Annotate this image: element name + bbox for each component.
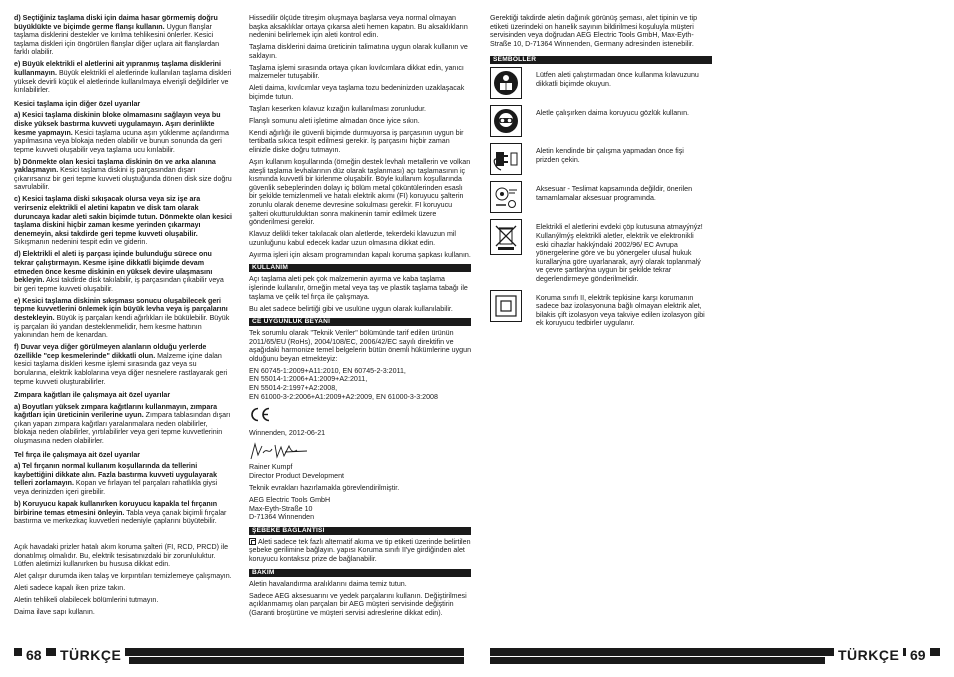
safety-paragraph: Taşları keserken kılavuz kızağın kullanılması zorunludur. [249,104,427,113]
ce-mark-icon [249,407,471,425]
date-place: Winnenden, 2012-06-21 [249,428,326,437]
warning-paragraph [14,195,232,247]
unplug-icon [490,143,522,175]
warning-text: Malzeme içine dalan kesici taşlama diskleri kesme işlemi sırasında gaz veya su borularına, elektrik kablolarına veya diğer nesnelere rastlayarak geri tepme kuvveti oluşturabilirler. [14,351,228,386]
warning-bold: b) Koruyucu kapak kullanırken koruyucu kapakla tel fırçanın birbirine temas etmesini önleyin. [14,500,218,517]
warning-paragraph [14,462,232,496]
safety-paragraph: Flanşlı somunu aleti işletime almadan önce iyice sıkın. [249,116,420,125]
warning-bold: c) Kesici taşlama diski sıkışacak olursa veya siz işe ara verirseniz elektrikli el aletini kapatın ve disk tam olarak duruncaya kadar aleti sakin biçimde tutun. Dönmekte olan kesici taşlama diskini hiçbir zaman kesme yerinden çıkarmayı denemeyin, aksi takdirde geri tepme kuvveti oluşabilir. [14,195,233,238]
right-language-label: TÜRKÇE [834,646,903,664]
kullanim-paragraph: Bu alet sadece belirtiği gibi ve usulüne uygun olarak kullanılabilir. [249,304,453,313]
warning-bold: a) Boyutları yüksek zımpara kağıtlarını kullanmayın, zımpara kağıtları için üreticinin verilerine uyun. [14,402,218,420]
safety-paragraph: Aşırı kullanım koşullarında (örneğin destek levhalı metallerin ve volkan ateşli taşlama levhalarının düz olarak taşlanması) açı taşlamasının iç kısmında kuvvetli bir kirlenme oluşabilir. Böyle kullanım koşullarında güvenlik sebeplerinden dolayı iç bölüm metal çöküntülerinden esaslı bir şekilde temizlenmeli ve hatalı elektrik akımı (FI) koruyucu şalterin zorunlu olarak deneme devresine sokulması gerekir. FI koruyucu şalteri okutturulduktan sonra makinenin tamir edilmek üzere gönderilmesi gerekir. [249,158,471,227]
warning-text: Aleti sadece kapalı iken prize takın. [14,584,126,593]
subsection-heading: Tel fırça ile çalışmaya ait özel uyarılar [14,450,141,459]
right-page-number: 69 [906,646,930,664]
signer-title: Director Product Development [249,472,345,481]
warning-paragraph [14,297,232,340]
warning-paragraph [14,572,232,581]
warning-text: Sıkışmanın nedenini tespit edin ve giderin. [14,238,148,247]
warning-bold: d) Seçtiğiniz taşlama diski için daima hasar görmemiş doğru büyüklükte ve biçimde germe flanşı kullanın. [14,14,218,31]
bakim-text [249,580,471,618]
warning-paragraph [14,596,232,605]
left-column-2 [249,14,471,621]
service-intro: Gerektiği takdirde aletin dağınık görünüş şeması, alet tipinin ve tip etiketi üzerindeki on hanelik sayının bildirilmesi koşuluyla müşteri servisinden veya doğrudan AEG Electric Tools GmbH, Max-Eyth-Straße 10, D-71364 Winnenden, Germany adresinden istenebilir. [490,14,698,48]
signature-icon [249,441,309,461]
warning-paragraph [14,60,232,94]
warning-text: Kesici taşlama diskini iş parçasından dışarı çıkarırsanız bir geri tepme kuvveti oluştuğunda dönen disk size doğru savrulabilir. [14,166,232,192]
docs-authorized: Teknik evrakları hazırlamakla görevlendirilmiştir. [249,484,400,493]
safety-paragraph: Hissedilir ölçüde titreşim oluşmaya başlarsa veya normal olmayan başka aksaklıklar ortaya çıkarsa aleti hemen kapatın. Bu aksaklıkların nedenini belirlemek için aleti kontrol edin. [249,14,468,40]
symbol-description: Aletin kendinde bir çalışma yapmadan önce fişi prizden çekin. [536,147,684,164]
ce-declaration: Tek sorumlu olarak "Teknik Veriler" bölümünde tarif edilen ürünün 2011/65/EU (RoHs), 2004/108/EC, 2006/42/EC sayılı direktifin ve aşağıdaki harmonize temel belgelerin bütün önemli hükümlerine uygun olduğunu beyan etmekteyiz: [249,329,472,363]
symbol-description: Aksesuar - Teslimat kapsamında değildir, önerilen tamamlamalar aksesuar programında. [536,185,693,202]
kullanim-paragraph: Açı taşlama aleti pek çok malzemenin ayırma ve kaba taşlama işlerinde kullanılır, örneğin metal veya taş ve plastik taşlama tabağı ile taşlama ve çelik tel fırça ile çalışmaya. [249,275,468,301]
warning-text: Zımpara tablasından dışarı çıkan yapan zımpara kağıtları yaralanmalara neden olabilirler, blokaja neden olabilirler, yırtılabilirler veya geri tepme kuvvetlerinin oluşmasına neden olabilirler. [14,411,231,446]
accessory-icon [490,181,522,213]
warning-bold: e) Büyük elektrikli el aletlerini ait yıpranmış taşlama disklerini kullanmayın. [14,60,221,77]
bakim-paragraph: Aletin havalandırma aralıklarını daima temiz tutun. [249,579,407,588]
warning-paragraph [14,111,232,154]
symbol-row [490,290,712,328]
symbol-description: Elektrikli el aletlerini evdeki çöp kutusuna atmayýnýz! Kullanýlmýş elektrikli aletler, elektrik ve elektronikli eski cihazlar hakkýndaki 2002/96/ EC Avrupa yönergelerine göre ve bu yönergeler ulusal hukuk kurallarýna göre uyarlanarak, ayrý olarak toplanmalý ve çevre şartlarýna uygun bir şekilde tekrar degerlendirmeye gönderilmelidir. [536,223,703,283]
warning-text: Kopan ve fırlayan tel parçaları rahatlıkla giysi veya derinizden içeri girebilir. [14,479,218,497]
ce-standard: EN 60745-1:2009+A11:2010, EN 60745-2-3:2011, [249,366,406,375]
safety-paragraph: Klavuz delikli teker takılacak olan aletlerde, tekerdeki klavuzun mil uzunluğunu kabul edecek kadar uzun olmasına dikkat edin. [249,230,457,247]
symbol-description: Lütfen aleti çalıştırmadan önce kullanma kılavuzunu dikkatli biçimde okuyun. [536,71,699,88]
symbols-list [490,67,712,328]
spacer [14,529,232,543]
read-manual-icon [490,67,522,99]
company-line: AEG Electric Tools GmbH [249,496,331,505]
warning-text: Uygun flanşlar taşlama disklerini destekler ve kırılma tehlikesini önlerler. Kesici taşlama diskleri için öngörülen flanşlar diğer uçlara ait flanşlardan farklı olabilir. [14,22,220,57]
warning-bold: e) Kesici taşlama diskinin sıkışması sonucu oluşabilecek geri tepme kuvvetlerini önlemek için büyük levha veya iş parçalarını destekleyin. [14,296,228,322]
warning-bold: a) Kesici taşlama diskinin bloke olmamasını sağlayın veya bu diske yüksek bastırma kuvveti uygulamayın. Aşırı derinlikte kesme yapmayın. [14,111,221,137]
warning-paragraph [14,14,232,57]
safety-paragraph: Ayırma işleri için aksam programından kapalı koruma şapkası kullanın. [249,250,471,259]
warning-paragraph [14,403,232,446]
ce-standard: EN 55014-2:1997+A2:2008, [249,384,338,393]
goggles-icon [490,105,522,137]
ce-standard: EN 61000-3-2:2006+A1:2009+A2:2009, EN 61000-3-3:2008 [249,392,438,401]
warning-text: Kesici taşlama ucuna aşırı yüklenme açılandırma yapılmasına veya blokaja neden olabilir ve bunun sonunda da geri tepme kuvveti oluşabilir veya taşlama ucu kırılabilir. [14,128,229,154]
warning-paragraph [14,584,232,593]
section-header-sebeke: ŞEBEKE BAĞLANTISI [249,527,471,535]
kullanim-text [249,275,471,313]
company-address [249,496,471,522]
symbol-description: Koruma sınıfı II, elektrik tepkisine karşı korumanın sadece baz izolasyonuna bağlı olmayan elektrik alet, bilakis çift izolasyon veya takviye edilen izolasyon gibi ek koruyucu tedbirler uygulanır. [536,293,705,328]
right-column [490,14,712,334]
safety-paragraph: Taşlama işlemi sırasında ortaya çıkan kıvılcımlara dikkat edin, yanıcı malzemeler tutuşabilir. [249,63,464,81]
symbol-description: Aletle çalışırken daima koruyucu gözlük kullanın. [536,109,689,118]
warning-paragraph [14,250,232,293]
safety-paragraph: Kendi ağırlığı ile güvenli biçimde durmuyorsa iş parçasının uygun bir tertibatla sıkıca tespit edilmesi gerekir. İş parçasını hiçbir zaman elinizle diske doğru tutmayın. [249,128,464,155]
warning-text: Büyük elektrikli el aletlerinde kullanılan taşlama diskleri yüksek devirli küçük el aletlerinde kullanılmaya elverişli değildirler ve kırılabilirler. [14,68,232,95]
warning-text: Aksi takdirde disk takılabilir, iş parçasından çıkabilir veya bir geri tepme kuvveti oluşabilir. [14,276,224,293]
subsection-heading: Zımpara kağıtları ile çalışmaya ait özel uyarılar [14,391,171,400]
warning-text: Alet çalışır durumda iken talaş ve kırpıntıları temizlemeye çalışmayın. [14,572,232,581]
safety-paragraph: Taşlama disklerini daima üreticinin talimatına uygun olarak kullanın ve saklayın. [249,43,468,60]
warning-bold: d) Elektrikli el aleti iş parçası içinde bulunduğu sürece onu tekrar çalıştırmayın. Kesme işine dikkatli biçimde devam etmeden önce kesme diskinin en yüksek devire ulaşmasını bekleyin. [14,250,213,285]
symbol-row [490,105,712,137]
warning-paragraph [14,343,232,386]
sebeke-text-body: Aleti sadece tek fazlı alternatif akıma ve tip etiketi üzerinde belirtilen şebeke gerilimine bağlayın. yapısı Koruma sınıfı II'ye girdiğinden alet koruyucu kontaksız prize de bağlanabilir. [249,537,471,563]
signer-name: Rainer Kumpf [249,463,293,472]
section-header-kullanim: KULLANIM [249,264,471,272]
company-line: Max-Eyth-Straße 10 [249,504,313,513]
symbol-row [490,143,712,175]
class-ii-small-icon [249,538,256,545]
left-page-number: 68 [22,646,46,664]
warning-text: Daima ilave sapı kullanın. [14,608,95,617]
bakim-paragraph: Sadece AEG aksesuarını ve yedek parçalarını kullanın. Değiştirilmesi açıklanmamış olan parçaları bir AEG müşteri servisinde değiştirin (Garanti broşürüne ve müşteri servisi adreslerine dikkat edin). [249,591,467,617]
warning-paragraph [14,543,232,569]
warning-bold: a) Tel fırçanın normal kullanım koşullarında da tellerini kaybettiğini dikkate alın. Fazla bastırma kuvveti uygulayarak telleri zorlamayın. [14,462,218,488]
sebeke-text [249,538,471,564]
company-line: D-71364 Winnenden [249,513,315,522]
subsection-heading: Kesici taşlama için diğer özel uyarılar [14,99,141,108]
symbol-row [490,181,712,213]
warning-bold: f) Duvar veya diğer görülmeyen alanların olduğu yerlerde özellikle "cep kesmelerinde" dikkatli olun. [14,343,207,360]
symbol-row [490,219,712,283]
class-ii-icon [490,290,522,322]
ce-standards [249,367,471,401]
warning-paragraph [14,500,232,526]
warning-text: Aletin tehlikeli olabilecek bölümlerini tutmayın. [14,596,159,605]
weee-bin-icon [490,219,522,255]
ce-standard: EN 55014-1:2006+A1:2009+A2:2011, [249,375,368,384]
section-header-semboller: SEMBOLLER [490,56,712,64]
safety-notes [249,14,471,259]
warning-bold: b) Dönmekte olan kesici taşlama diskinin ön ve arka alanına yaklaşmayın. [14,157,216,175]
warning-text: Tabla veya çanak biçimli fırçalar bastırma ve merkezkaç kuvvetleri nedeniyle çaplarını büyütebilir. [14,508,227,526]
warning-text: Büyük iş parçaları kendi ağırlıkları ile bükülebilir. Büyük iş parçaları iki yandan desteklenmelidir, hem kesme hattının yakınından hem de kenardan. [14,313,230,340]
warning-text: Açık havadaki prizler hatalı akım koruma şalteri (FI, RCD, PRCD) ile donatılmış olmalıdır. Bu, elektrik tesisatınızdaki bir zorunluluktur. Lütfen aletimizi kullanırken bu hususa dikkat edin. [14,543,229,569]
left-column-1 [14,14,232,620]
warning-paragraph [14,608,232,617]
left-language-label: TÜRKÇE [56,646,125,664]
symbol-row [490,67,712,99]
warning-paragraph [14,158,232,192]
section-header-ce: CE UYGUNLUK BEYANI [249,318,471,326]
safety-paragraph: Aleti daima, kıvılcımlar veya taşlama tozu bedeninizden uzaklaşacak biçimde tutun. [249,84,465,101]
section-header-bakim: BAKIM [249,569,471,577]
